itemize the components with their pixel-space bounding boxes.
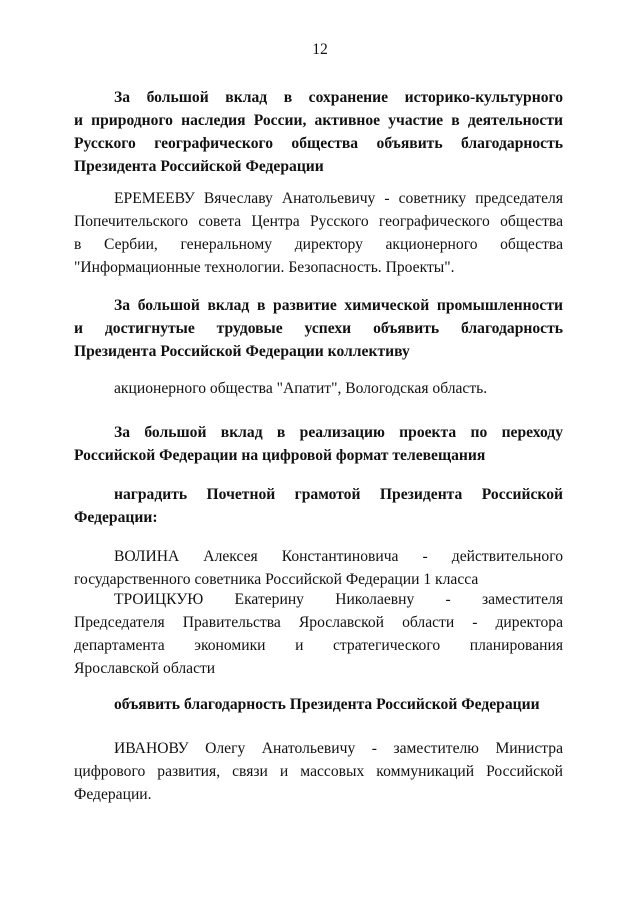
heading-line: Российской Федерации на цифровой формат телевещания <box>74 447 486 464</box>
heading-line: За большой вклад в реализацию проекта по переходу <box>114 424 563 441</box>
awardee-line: ВОЛИНА Алексея Константиновича - действительного <box>114 548 563 565</box>
page-number: 12 <box>312 41 328 58</box>
heading-line: и природного наследия России, активное участие в деятельности <box>74 112 563 129</box>
awardee-line: государственного советника Российской Федерации 1 класса <box>74 571 479 588</box>
awardee-volin <box>74 545 563 591</box>
awardee-line: Председателя Правительства Ярославской области - директора <box>74 614 563 631</box>
award-line: наградить Почетной грамотой Президента Российской <box>114 486 563 503</box>
award-decision <box>74 483 563 529</box>
section2-organization <box>74 377 563 400</box>
heading-line: Президента Российской Федерации <box>74 158 324 175</box>
person-line: Попечительского совета Центра Русского географического общества <box>74 213 563 230</box>
heading-line: Русского географического общества объявить благодарность <box>74 135 563 152</box>
thanked-line: ИВАНОВУ Олегу Анатольевичу - заместителю Министра <box>114 740 563 757</box>
organization-line: акционерного общества "Апатит", Вологодская область. <box>114 380 488 397</box>
section1-heading <box>74 86 563 178</box>
person-line: "Информационные технологии. Безопасность. Проекты". <box>74 259 455 276</box>
section1-person <box>74 187 563 279</box>
award-line: Федерации: <box>74 509 158 526</box>
awardee-line: Ярославской области <box>74 660 216 677</box>
section2-heading <box>74 294 563 363</box>
section3-heading <box>74 421 563 467</box>
thanked-line: цифрового развития, связи и массовых коммуникаций Российской <box>74 763 563 780</box>
gratitude-decision <box>74 693 563 716</box>
thanked-line: Федерации. <box>74 786 152 803</box>
awardee-line: ТРОИЦКУЮ Екатерину Николаевну - заместителя <box>114 591 563 608</box>
thanked-ivanov <box>74 737 563 806</box>
person-line: ЕРЕМЕЕВУ Вячеславу Анатольевичу - советнику председателя <box>114 190 563 207</box>
person-line: в Сербии, генеральному директору акционерного общества <box>74 236 563 253</box>
heading-line: За большой вклад в сохранение историко-культурного <box>114 89 563 106</box>
gratitude-line: объявить благодарность Президента Российской Федерации <box>114 696 540 713</box>
awardee-troitskaya <box>74 588 563 680</box>
awardee-line: департамента экономики и стратегического планирования <box>74 637 563 654</box>
heading-line: За большой вклад в развитие химической промышленности <box>114 297 563 314</box>
heading-line: и достигнутые трудовые успехи объявить благодарность <box>74 320 563 337</box>
heading-line: Президента Российской Федерации коллективу <box>74 343 410 360</box>
